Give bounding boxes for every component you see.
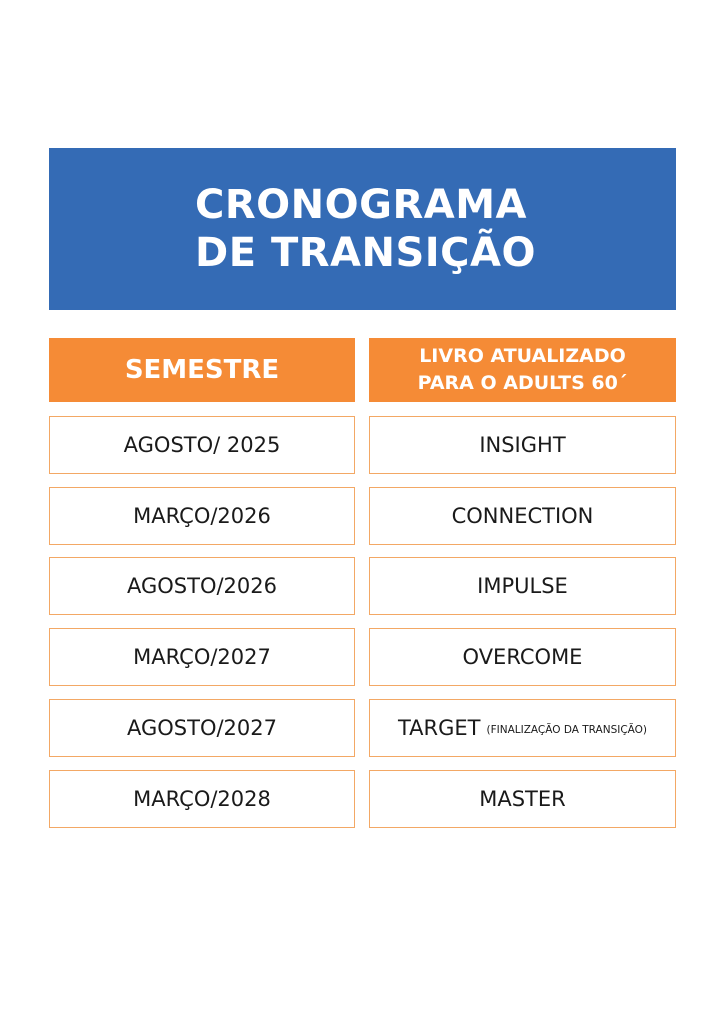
title-line-2: DE TRANSIÇÃO	[195, 230, 536, 276]
semester-value: MARÇO/2027	[133, 645, 271, 669]
semester-value: MARÇO/2026	[133, 504, 271, 528]
book-header	[369, 338, 676, 402]
book-value: CONNECTION	[451, 504, 594, 528]
book-header-line-2: PARA O ADULTS 60´	[417, 372, 628, 394]
book-cell	[369, 628, 676, 686]
semester-header-label: SEMESTRE	[124, 355, 280, 385]
book-value: OVERCOME	[462, 645, 583, 669]
semester-value: AGOSTO/ 2025	[123, 433, 281, 457]
semester-cell	[49, 699, 355, 757]
book-value: MASTER	[479, 787, 566, 811]
book-header-line-1: LIVRO ATUALIZADO	[419, 345, 626, 367]
book-cell	[369, 487, 676, 545]
title-line-1: CRONOGRAMA	[195, 182, 527, 228]
book-cell	[369, 699, 676, 757]
semester-value: AGOSTO/2026	[126, 574, 277, 598]
semester-cell	[49, 557, 355, 615]
book-value: IMPULSE	[477, 574, 568, 598]
book-cell	[369, 770, 676, 828]
book-value: TARGET	[397, 716, 481, 740]
semester-header	[49, 338, 355, 402]
semester-value: AGOSTO/2027	[126, 716, 277, 740]
title-banner	[49, 148, 676, 310]
semester-value: MARÇO/2028	[133, 787, 271, 811]
book-cell	[369, 416, 676, 474]
semester-cell	[49, 628, 355, 686]
semester-cell	[49, 416, 355, 474]
transition-note: (FINALIZAÇÃO DA TRANSIÇÃO)	[486, 724, 648, 736]
semester-cell	[49, 770, 355, 828]
semester-cell	[49, 487, 355, 545]
book-value: INSIGHT	[479, 433, 566, 457]
book-cell	[369, 557, 676, 615]
